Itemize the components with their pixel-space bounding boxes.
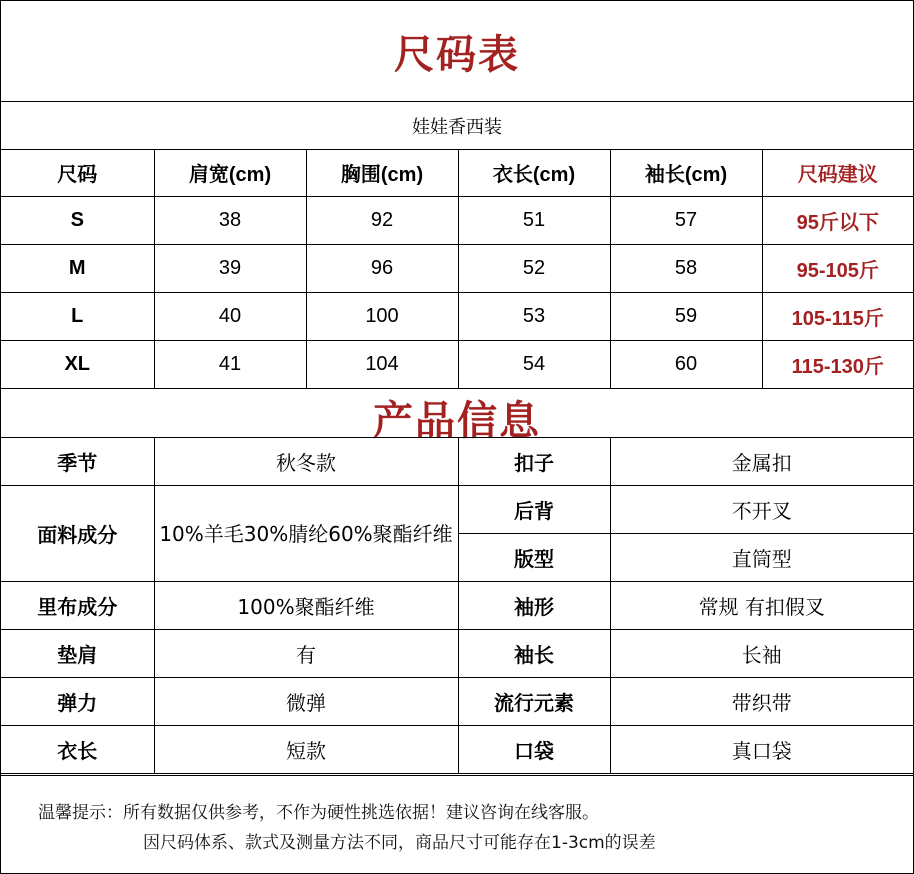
shoulder-cell: 40 (154, 293, 306, 341)
table-row (1, 197, 913, 245)
sleeve-shape-label: 袖形 (458, 582, 610, 630)
chest-cell: 92 (306, 197, 458, 245)
pocket-label: 口袋 (458, 726, 610, 774)
back-label: 后背 (458, 486, 610, 534)
shoulder-pad-value: 有 (154, 630, 458, 678)
chest-cell: 100 (306, 293, 458, 341)
info-row (1, 582, 913, 630)
header-size: 尺码 (1, 149, 154, 197)
size-cell: M (1, 245, 154, 293)
sleeve-cell: 59 (610, 293, 762, 341)
chest-cell: 104 (306, 341, 458, 389)
size-cell: L (1, 293, 154, 341)
back-value: 不开叉 (610, 486, 913, 534)
button-label: 扣子 (458, 438, 610, 486)
length-cell: 52 (458, 245, 610, 293)
elasticity-value: 微弹 (154, 678, 458, 726)
notes-section (1, 775, 913, 874)
subtitle-row (1, 102, 913, 150)
info-row (1, 678, 913, 726)
product-info-heading-row (1, 390, 913, 444)
shoulder-cell: 41 (154, 341, 306, 389)
size-table-header (1, 149, 913, 197)
sleeve-length-label: 袖长 (458, 630, 610, 678)
sleeve-cell: 57 (610, 197, 762, 245)
fabric-label: 面料成分 (1, 486, 154, 582)
fit-label: 版型 (458, 534, 610, 582)
shoulder-cell: 39 (154, 245, 306, 293)
notes-line-2: 因尺码体系、款式及测量方法不同，商品尺寸可能存在1-3cm的误差 (143, 833, 656, 853)
sleeve-length-value: 长袖 (610, 630, 913, 678)
recommend-cell: 115-130斤 (762, 341, 913, 389)
table-row (1, 341, 913, 389)
product-name: 娃娃香西装 (412, 116, 502, 138)
season-value: 秋冬款 (154, 438, 458, 486)
info-row (1, 630, 913, 678)
title-row (1, 1, 913, 102)
pocket-value: 真口袋 (610, 726, 913, 774)
garment-length-label: 衣长 (1, 726, 154, 774)
garment-length-value: 短款 (154, 726, 458, 774)
recommend-cell: 95斤以下 (762, 197, 913, 245)
length-cell: 54 (458, 341, 610, 389)
recommend-cell: 95-105斤 (762, 245, 913, 293)
info-row (1, 438, 913, 486)
fabric-value: 10%羊毛30%腈纶60%聚酯纤维 (154, 486, 458, 582)
shoulder-cell: 38 (154, 197, 306, 245)
lining-value: 100%聚酯纤维 (154, 582, 458, 630)
info-row (1, 486, 913, 534)
lining-label: 里布成分 (1, 582, 154, 630)
recommend-cell: 105-115斤 (762, 293, 913, 341)
trend-value: 带织带 (610, 678, 913, 726)
fit-value: 直筒型 (610, 534, 913, 582)
header-sleeve: 袖长(cm) (610, 149, 762, 197)
header-shoulder: 肩宽(cm) (154, 149, 306, 197)
length-cell: 53 (458, 293, 610, 341)
size-cell: XL (1, 341, 154, 389)
product-info-title: 产品信息 (373, 398, 541, 444)
page-title: 尺码表 (394, 31, 520, 78)
table-row (1, 293, 913, 341)
shoulder-pad-label: 垫肩 (1, 630, 154, 678)
sleeve-cell: 60 (610, 341, 762, 389)
product-info-table (1, 437, 913, 774)
trend-label: 流行元素 (458, 678, 610, 726)
size-cell: S (1, 197, 154, 245)
header-recommend: 尺码建议 (762, 149, 913, 197)
header-length: 衣长(cm) (458, 149, 610, 197)
length-cell: 51 (458, 197, 610, 245)
sleeve-cell: 58 (610, 245, 762, 293)
header-chest: 胸围(cm) (306, 149, 458, 197)
elasticity-label: 弹力 (1, 678, 154, 726)
table-row (1, 245, 913, 293)
size-table (1, 149, 913, 389)
season-label: 季节 (1, 438, 154, 486)
sleeve-shape-value: 常规 有扣假叉 (610, 582, 913, 630)
info-row (1, 726, 913, 774)
notes-line-1: 温馨提示：所有数据仅供参考，不作为硬性挑选依据！建议咨询在线客服。 (38, 803, 599, 823)
button-value: 金属扣 (610, 438, 913, 486)
chest-cell: 96 (306, 245, 458, 293)
